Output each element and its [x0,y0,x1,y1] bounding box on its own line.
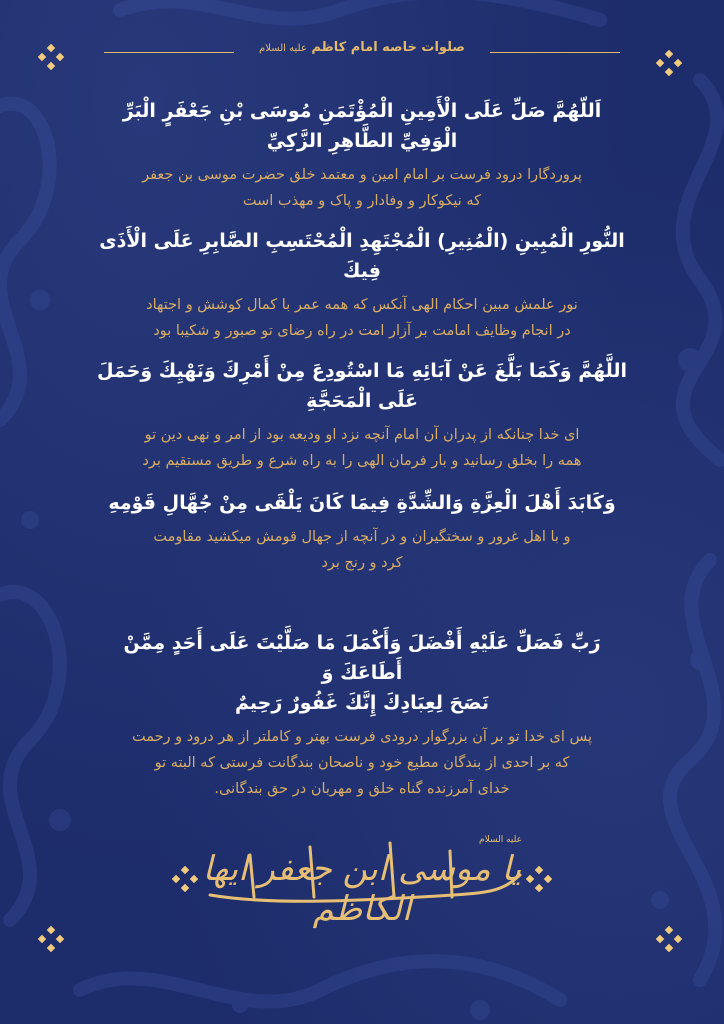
diamond-ornament-icon [656,926,682,952]
salawat-section-1 [96,96,628,214]
signature-text: یا موسی ابن جعفر ایها الکاظم [202,849,522,929]
translation-line: نور علمش مبین احکام الهی آنکس که همه عمر با کمال کوشش و اجتهاد [146,297,578,313]
salawat-section-4 [96,488,628,576]
arabic-text: النُّورِ الْمُبِينِ (الْمُنِيرِ) الْمُجْتَهِدِ الْمُحْتَسِبِ الصَّابِرِ عَلَى الْأَذَى فِيكَ [99,230,625,282]
calligraphy-signature [190,835,534,929]
header-suffix: علیه السلام [259,43,307,54]
diamond-ornament-icon [38,44,64,70]
salawat-section-3 [96,356,628,474]
diamond-ornament-icon [38,926,64,952]
translation-line: که نیکوکار و وفادار و پاک و مهذب است [242,193,482,209]
arabic-text: رَبِّ فَصَلِّ عَلَيْهِ أَفْضَلَ وَأَكْمَلَ مَا صَلَّيْتَ عَلَى أَحَدٍ مِمَّنْ أَطَاعَكَ وَ [123,632,601,684]
translation-line: کرد و رنج برد [321,555,403,571]
persian-translation [96,292,628,344]
page-title [82,40,642,55]
persian-translation [96,524,628,576]
translation-line: و با اهل غرور و سختگیران و در آنچه از جهال قومش میکشید مقاومت [153,529,571,545]
salawat-section-5 [96,628,628,802]
persian-translation [96,724,628,802]
arabic-text: نَصَحَ لِعِبَادِكَ إِنَّكَ غَفُورٌ رَحِيمٌ [234,692,490,714]
arabic-text: وَكَابَدَ أَهْلَ الْعِزَّةِ وَالشِّدَّةِ فِيمَا كَانَ يَلْقَى مِنْ جُهَّالِ قَوْمِهِ [108,492,616,514]
signature-honorific: علیه السلام [479,835,522,845]
translation-line: پس ای خدا تو بر آن بزرگوار درودی فرست بهتر و کاملتر از هر درود و رحمت [131,729,593,745]
translation-line: خدای آمرزنده گناه خلق و مهربان در حق بندگانی. [214,781,510,797]
diamond-ornament-icon [656,50,682,76]
arabic-text: اللَّهُمَّ وَكَمَا بَلَّغَ عَنْ آبَائِهِ مَا اسْتُودِعَ مِنْ أَمْرِكَ وَنَهْيِكَ وَحَمَلَ عَلَى الْمَحَجَّةِ [96,360,628,412]
translation-line: در انجام وظایف امامت بر آزار امت در راه رضای تو صبور و شکیبا بود [153,323,571,339]
persian-translation [96,162,628,214]
translation-line: ای خدا چنانکه از پدران آن امام آنچه نزد او ودیعه بود از امر و نهی دین تو [144,427,580,443]
header-title: صلوات خاصه امام کاظم [311,40,465,55]
persian-translation [96,422,628,474]
translation-line: همه را بخلق رسانید و بار فرمان الهی را به راه شرع و طریق مستقیم برد [142,453,582,469]
translation-line: که بر احدی از بندگان مطیع خود و ناصحان بندگانت فرستی که البته تو [154,755,570,771]
salawat-section-2 [96,226,628,344]
arabic-text: اَللّهُمَّ صَلِّ عَلَى الْأَمِينِ الْمُؤْتَمَنِ مُوسَى بْنِ جَعْفَرٍ الْبَرِّ الْوَفِيِّ الطَّاهِرِ الزَّكِيِّ [122,100,602,152]
translation-line: پروردگارا درود فرست بر امام امین و معتمد خلق حضرت موسی بن جعفر [142,167,582,183]
